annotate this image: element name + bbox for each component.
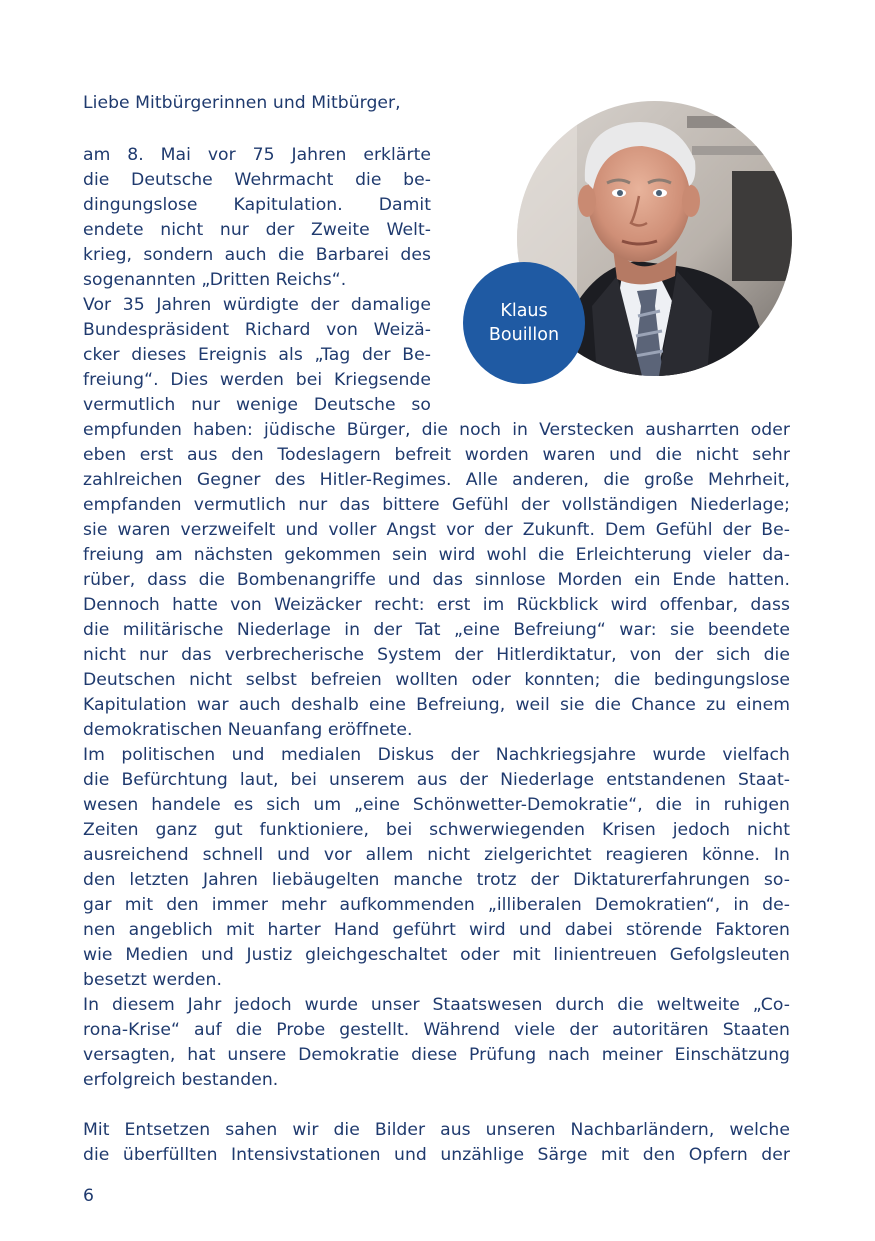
text-line: rona-Krise“ auf die Probe gestellt. Während viele der autoritären Staaten [83, 1020, 790, 1040]
text-line: die Deutsche Wehrmacht die be- [83, 170, 431, 190]
text-line: die militärische Niederlage in der Tat „eine Befreiung“ war: sie beendete [83, 620, 790, 640]
text-line: am 8. Mai vor 75 Jahren erklärte [83, 145, 431, 165]
text-line: vermutlich nur wenige Deutsche so [83, 395, 431, 415]
text-line: Deutschen nicht selbst befreien wollten oder konnten; die bedingungslose [83, 670, 790, 690]
text-line: empfunden haben: jüdische Bürger, die noch in Verstecken ausharrten oder [83, 420, 790, 440]
text-line: Vor 35 Jahren würdigte der damalige [83, 295, 431, 315]
text-line: Mit Entsetzen sahen wir die Bilder aus unseren Nachbarländern, welche [83, 1120, 790, 1140]
text-line: rüber, dass die Bombenangriffe und das sinnlose Morden ein Ende hatten. [83, 570, 790, 590]
page-number: 6 [83, 1186, 94, 1206]
text-line: demokratischen Neuanfang eröffnete. [83, 720, 413, 740]
text-line: Bundespräsident Richard von Weizä- [83, 320, 431, 340]
text-line: Zeiten ganz gut funktioniere, bei schwerwiegenden Krisen jedoch nicht [83, 820, 790, 840]
text-line: die Befürchtung laut, bei unserem aus der Niederlage entstandenen Staat- [83, 770, 790, 790]
text-line: die überfüllten Intensivstationen und unzählige Särge mit den Opfern der [83, 1145, 790, 1165]
text-line: Dennoch hatte von Weizäcker recht: erst im Rückblick wird offenbar, dass [83, 595, 790, 615]
name-badge [463, 262, 585, 384]
text-line: nen angeblich mit harter Hand geführt wird und dabei störende Faktoren [83, 920, 790, 940]
text-line: krieg, sondern auch die Barbarei des [83, 245, 431, 265]
text-line: nicht nur das verbrecherische System der Hitlerdiktatur, von der sich die [83, 645, 790, 665]
text-line: freiung am nächsten gekommen sein wird wohl die Erleichterung vieler da- [83, 545, 790, 565]
name-last: Bouillon [488, 325, 560, 345]
text-line: ausreichend schnell und vor allem nicht zielgerichtet reagieren könne. In [83, 845, 790, 865]
text-line: erfolgreich bestanden. [83, 1070, 279, 1090]
name-first: Klaus [500, 301, 548, 321]
text-line: wesen handele es sich um „eine Schönwetter-Demokratie“, die in ruhigen [83, 795, 790, 815]
text-line: gar mit den immer mehr aufkommenden „illiberalen Demokratien“, in de- [83, 895, 790, 915]
text-line: zahlreichen Gegner des Hitler-Regimes. Alle anderen, die große Mehrheit, [83, 470, 790, 490]
text-line: Im politischen und medialen Diskus der Nachkriegsjahre wurde vielfach [83, 745, 790, 765]
text-line: dingungslose Kapitulation. Damit [83, 195, 431, 215]
text-line: freiung“. Dies werden bei Kriegsende [83, 370, 431, 390]
text-line: sie waren verzweifelt und voller Angst vor der Zukunft. Dem Gefühl der Be- [83, 520, 790, 540]
text-line: Kapitulation war auch deshalb eine Befreiung, weil sie die Chance zu einem [83, 695, 790, 715]
text-line: In diesem Jahr jedoch wurde unser Staatswesen durch die weltweite „Co- [83, 995, 790, 1015]
text-line: cker dieses Ereignis als „Tag der Be- [83, 345, 431, 365]
text-line: endete nicht nur der Zweite Welt- [83, 220, 431, 240]
text-line: wie Medien und Justiz gleichgeschaltet oder mit linientreuen Gefolgsleuten [83, 945, 790, 965]
text-line: sogenannten „Dritten Reichs“. [83, 270, 347, 290]
text-line: besetzt werden. [83, 970, 222, 990]
salutation: Liebe Mitbürgerinnen und Mitbürger, [83, 93, 401, 113]
text-line: empfanden vermutlich nur das bittere Gefühl der vollständigen Niederlage; [83, 495, 790, 515]
text-line: den letzten Jahren liebäugelten manche trotz der Diktaturerfahrungen so- [83, 870, 790, 890]
text-line: versagten, hat unsere Demokratie diese Prüfung nach meiner Einschätzung [83, 1045, 790, 1065]
text-line: eben erst aus den Todeslagern befreit worden waren und die nicht sehr [83, 445, 790, 465]
